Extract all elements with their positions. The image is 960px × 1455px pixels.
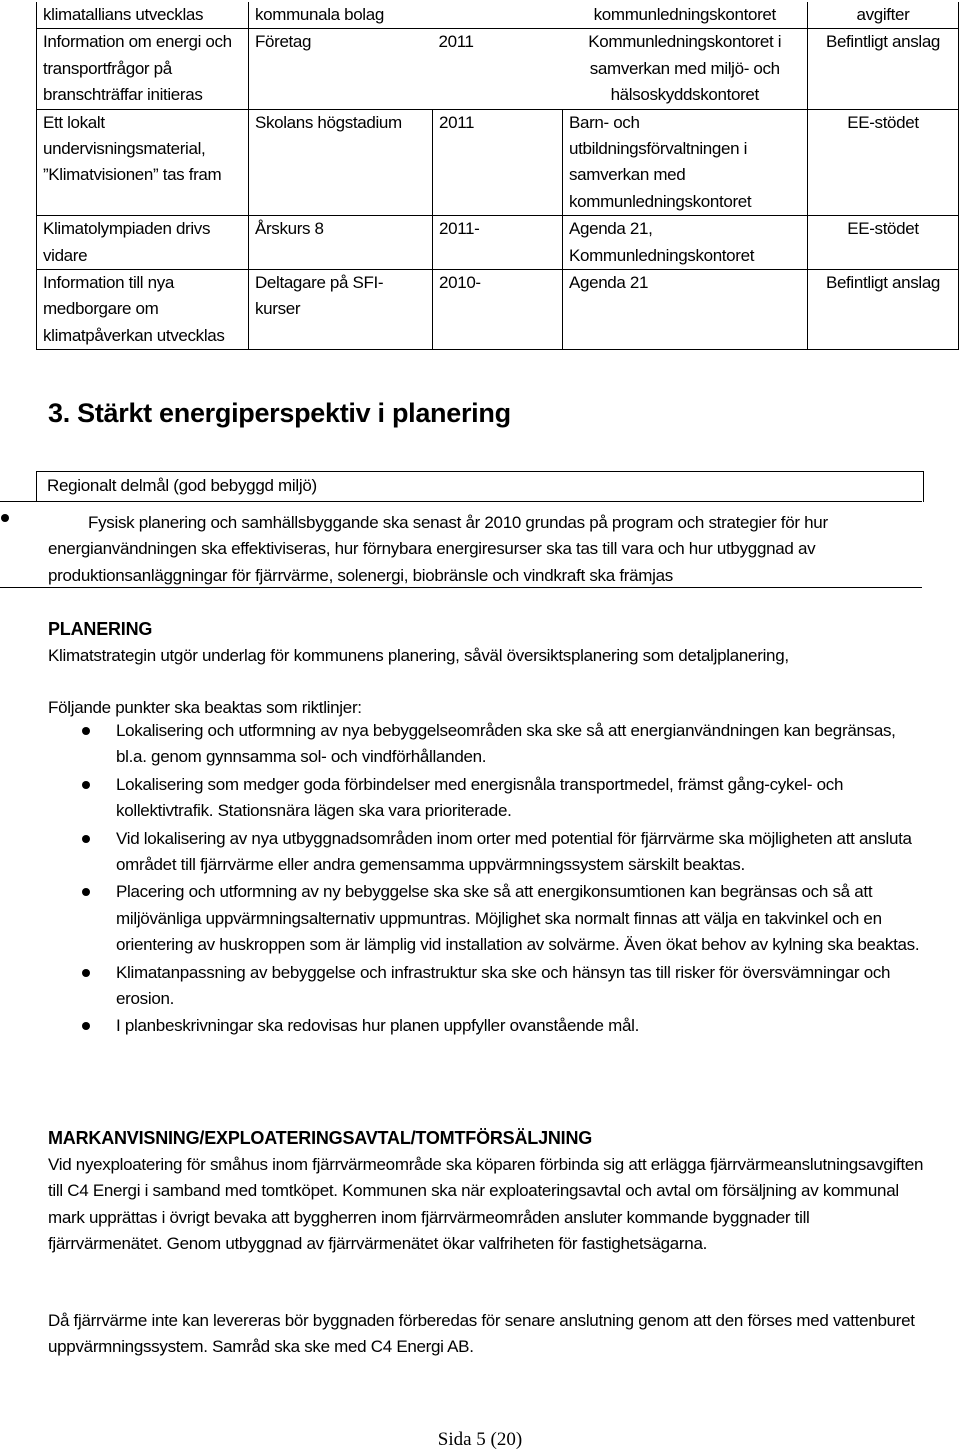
table-cell: Deltagare på SFI-kurser	[249, 270, 433, 350]
table-cell: 2011	[433, 109, 563, 216]
table-cell: Information till nya medborgare om klimatpåverkan utvecklas	[37, 270, 249, 350]
table-row	[37, 2, 959, 29]
page-number: Sida 5 (20)	[437, 1429, 523, 1450]
list-item	[48, 772, 928, 825]
table-cell: 2010-	[433, 270, 563, 350]
markanvisning-paragraph-1: Vid nyexploatering för småhus inom fjärrvärmeområde ska köparen förbinda sig att erlägga fjärrvärmeanslutningsavgiften till C4 Energi i samband med tomtköpet. Kommunen ska när exploateringsavtal och avtal om försäljning av kommunal mark upprättas i övrigt bevaka att byggherren inom fjärrvärmeområden ansluter kommande byggnader till fjärrvärmenätet. Genom utbyggnad av fjärrvärmenätet ökar valfriheten för fastighetsägarna.	[48, 1155, 924, 1254]
list-item-text: Lokalisering som medger goda förbindelser med energisnåla transportmedel, främst gång-cykel- och kollektivtrafik. Stationsnära lägen ska vara prioriterade.	[116, 774, 844, 821]
action-table	[36, 2, 959, 350]
goal-text: Fysisk planering och samhällsbyggande ska senast år 2010 grundas på program och strategier för hur energianvändningen ska effektiviseras, hur förnybara energiresurser ska tas till vara och hur utbyggnad av produktionsanläggningar för fjärrvärme, solenergi, biobränsle och vindkraft ska främjas	[48, 513, 828, 585]
table-cell: Klimatolympiaden drivs vidare	[37, 216, 249, 270]
table-cell: kommunala bolag	[249, 2, 433, 29]
bullet-icon	[82, 835, 90, 843]
table-row	[37, 29, 959, 109]
markanvisning-heading: MARKANVISNING/EXPLOATERINGSAVTAL/TOMTFÖRSÄLJNING	[48, 1128, 593, 1148]
list-item-text: Klimatanpassning av bebyggelse och infrastruktur ska ske och hänsyn tas till risker för översvämningar och erosion.	[116, 962, 891, 1009]
bullet-icon	[82, 781, 90, 789]
bullet-icon	[82, 1022, 90, 1030]
table-cell: Befintligt anslag	[808, 29, 959, 109]
list-item-text: Vid lokalisering av nya utbyggnadsområden inom orter med potential för fjärrvärme ska möjligheten att ansluta området till fjärrvärme eller andra gemensamma uppvärmningssystem särskilt beaktas.	[116, 828, 912, 875]
list-item	[48, 960, 928, 1013]
goal-header-box	[36, 471, 924, 502]
table-cell: Kommunledningskontoret i samverkan med miljö- och hälsoskyddskontoret	[563, 29, 808, 109]
guideline-list	[48, 718, 928, 1041]
table-cell: Skolans högstadium	[249, 109, 433, 216]
table-row	[37, 270, 959, 350]
table-cell: avgifter	[808, 2, 959, 29]
bullet-icon	[82, 969, 90, 977]
table-cell: Årskurs 8	[249, 216, 433, 270]
planering-heading: PLANERING	[48, 619, 153, 639]
list-item-text: I planbeskrivningar ska redovisas hur planen uppfyller ovanstående mål.	[116, 1016, 640, 1036]
table-cell: Företag	[249, 29, 433, 109]
list-item-text: Lokalisering och utformning av nya bebyggelseområden ska ske så att energianvändningen kan begränsas, bl.a. genom gynnsamma sol- och vindförhållanden.	[116, 721, 896, 767]
table-cell: 2011	[433, 29, 563, 109]
bullet-icon	[82, 727, 90, 735]
planering-lead: Följande punkter ska beaktas som riktlinjer:	[48, 698, 362, 717]
goal-label: Regionalt delmål (god bebyggd miljö)	[47, 476, 317, 495]
list-item	[48, 1013, 928, 1039]
bullet-icon	[1, 514, 9, 522]
list-item	[48, 826, 928, 879]
table-cell: Agenda 21	[563, 270, 808, 350]
table-cell: klimatallians utvecklas	[37, 2, 249, 29]
bullet-icon	[82, 888, 90, 896]
table-cell: EE-stödet	[808, 109, 959, 216]
table-cell: EE-stödet	[808, 216, 959, 270]
list-item	[48, 879, 928, 958]
table-cell: 2011-	[433, 216, 563, 270]
list-item	[48, 718, 928, 771]
table-cell: Befintligt anslag	[808, 270, 959, 350]
table-cell: Ett lokalt undervisningsmaterial, ”Klimatvisionen” tas fram	[37, 109, 249, 216]
goal-body	[0, 501, 922, 588]
table-cell: kommunledningskontoret	[563, 2, 808, 29]
table-cell: Agenda 21, Kommunledningskontoret	[563, 216, 808, 270]
table-cell	[433, 2, 563, 29]
table-cell: Barn- och utbildningsförvaltningen i samverkan med kommunledningskontoret	[563, 109, 808, 216]
table-cell: Information om energi och transportfrågor på branschträffar initieras	[37, 29, 249, 109]
planering-intro: Klimatstrategin utgör underlag för kommunens planering, såväl översiktsplanering som detaljplanering,	[48, 646, 789, 665]
table-row	[37, 216, 959, 270]
section-title: 3. Stärkt energiperspektiv i planering	[48, 398, 511, 428]
list-item-text: Placering och utformning av ny bebyggelse ska ske så att energikonsumtionen kan begränsas och så att miljövänliga uppvärmningsalternativ uppmuntras. Möjlighet ska normalt finnas att välja en takvinkel och en orientering av huskroppen som är lämplig vid installation av solvärme. Även ökat behov av kylning ska beaktas.	[116, 882, 920, 955]
table-row	[37, 109, 959, 216]
markanvisning-paragraph-2: Då fjärrvärme inte kan levereras bör byggnaden förberedas för senare anslutning genom att den förses med vattenburet uppvärmningssystem. Samråd ska ske med C4 Energi AB.	[48, 1311, 915, 1357]
